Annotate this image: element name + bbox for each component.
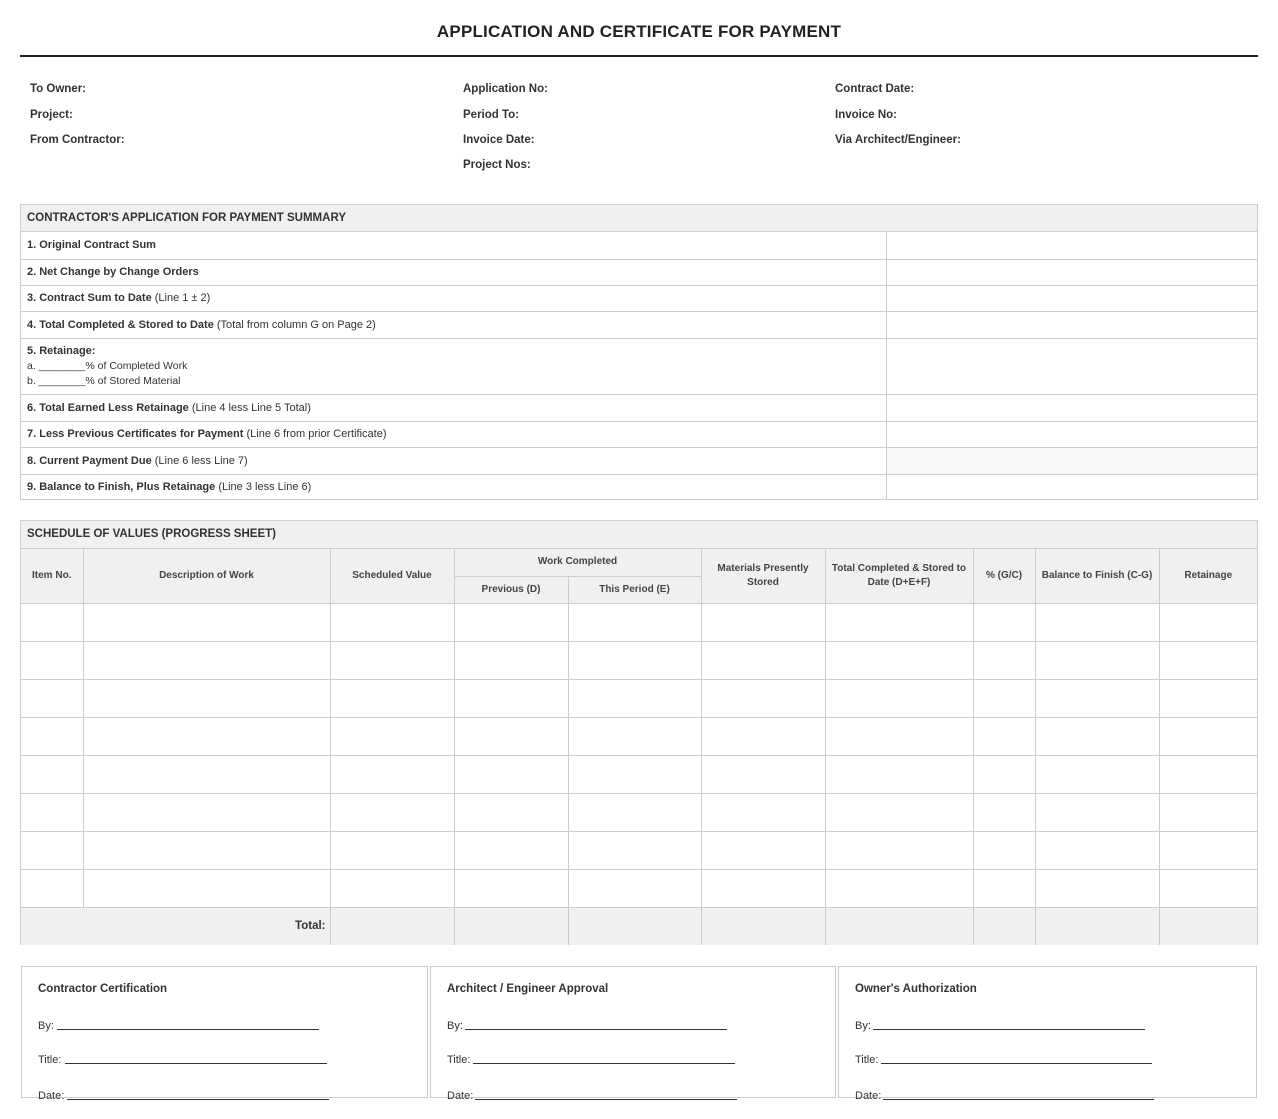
signature-box-title: Architect / Engineer Approval — [447, 983, 609, 995]
col-balance: Balance to Finish (C-G) — [1035, 549, 1159, 603]
signature-box-title: Contractor Certification — [38, 983, 168, 995]
by-label: By: — [38, 1020, 54, 1032]
summary-value-field[interactable] — [887, 474, 1258, 499]
title-signature-line[interactable] — [881, 1063, 1152, 1064]
owner-authorization-box — [838, 966, 1257, 1102]
summary-row — [21, 421, 1257, 447]
summary-line-label: 4. Total Completed & Stored to Date — [27, 318, 214, 331]
summary-line-label: 2. Net Change by Change Orders — [27, 266, 199, 278]
schedule-table — [21, 549, 1257, 945]
invoice-no-label: Invoice No: — [835, 109, 897, 121]
table-row — [21, 755, 1257, 793]
col-total-completed: Total Completed & Stored to Date (D+E+F) — [825, 549, 973, 603]
table-row — [21, 793, 1257, 831]
summary-line-label: 9. Balance to Finish, Plus Retainage — [27, 480, 216, 493]
summary-heading: CONTRACTOR'S APPLICATION FOR PAYMENT SUMMARY — [21, 205, 1257, 232]
summary-row — [21, 259, 1257, 285]
summary-line-note: (Line 1 ± 2) — [151, 292, 211, 304]
by-signature-line[interactable] — [465, 1029, 727, 1030]
summary-value-field[interactable] — [887, 311, 1258, 338]
architect-approval-box — [430, 966, 836, 1102]
table-row — [21, 641, 1257, 679]
title-signature-line[interactable] — [65, 1063, 327, 1064]
date-signature-line[interactable] — [883, 1099, 1154, 1100]
project-nos-label: Project Nos: — [463, 159, 531, 171]
page-title: APPLICATION AND CERTIFICATE FOR PAYMENT — [436, 22, 842, 41]
date-label: Date: — [38, 1090, 65, 1102]
signature-box-title: Owner's Authorization — [855, 983, 977, 995]
col-item-no: Item No. — [21, 549, 83, 603]
summary-value-field[interactable] — [887, 421, 1258, 447]
summary-line-label: 1. Original Contract Sum — [27, 239, 156, 252]
to-owner-label: To Owner: — [30, 83, 87, 95]
title-label: Title: — [38, 1054, 62, 1066]
col-retainage: Retainage — [1159, 549, 1257, 603]
title-divider — [20, 55, 1258, 57]
application-no-label: Application No: — [463, 83, 548, 95]
summary-line-label: 6. Total Earned Less Retainage — [27, 401, 189, 414]
summary-value-field[interactable] — [887, 285, 1258, 311]
by-label: By: — [447, 1020, 463, 1032]
summary-row — [21, 447, 1257, 474]
summary-line-note: (Line 3 less Line 6) — [215, 480, 312, 493]
summary-line-label: 7. Less Previous Certificates for Payment — [27, 428, 244, 440]
schedule-of-values-section — [20, 520, 1258, 945]
summary-value-field[interactable] — [887, 394, 1258, 421]
total-label: Total: — [21, 907, 330, 945]
from-contractor-label: From Contractor: — [30, 134, 125, 146]
summary-value-field[interactable] — [887, 259, 1258, 285]
contract-date-label: Contract Date: — [835, 83, 915, 95]
col-description: Description of Work — [83, 549, 330, 603]
project-label: Project: — [30, 109, 73, 121]
col-percent: % (G/C) — [973, 549, 1035, 603]
schedule-heading: SCHEDULE OF VALUES (PROGRESS SHEET) — [21, 521, 1257, 549]
contractor-certification-box — [21, 966, 428, 1102]
table-row — [21, 869, 1257, 907]
date-signature-line[interactable] — [67, 1099, 329, 1100]
table-row — [21, 831, 1257, 869]
col-work-completed: Work Completed — [454, 549, 701, 576]
summary-value-field[interactable] — [887, 447, 1258, 474]
period-to-label: Period To: — [463, 109, 520, 121]
date-signature-line[interactable] — [475, 1099, 737, 1100]
summary-line-label: 5. Retainage: — [27, 344, 96, 357]
date-label: Date: — [855, 1090, 882, 1102]
summary-row — [21, 285, 1257, 311]
summary-line-label: 3. Contract Sum to Date — [27, 292, 152, 304]
table-row — [21, 603, 1257, 641]
payment-summary-section — [20, 204, 1258, 500]
by-signature-line[interactable] — [57, 1029, 319, 1030]
total-row — [21, 907, 1257, 945]
summary-line-note: (Total from column G on Page 2) — [213, 318, 376, 331]
summary-row — [21, 232, 1257, 259]
table-row — [21, 679, 1257, 717]
summary-row — [21, 474, 1257, 499]
summary-row — [21, 394, 1257, 421]
retainage-stored-material: b. ________% of Stored Material — [27, 374, 181, 387]
summary-row-retainage — [21, 338, 1257, 394]
by-label: By: — [855, 1020, 871, 1032]
summary-value-field[interactable] — [887, 338, 1258, 394]
summary-line-note: (Line 6 less Line 7) — [151, 454, 248, 467]
col-scheduled-value: Scheduled Value — [330, 549, 454, 603]
summary-line-note: (Line 4 less Line 5 Total) — [188, 401, 311, 414]
table-row — [21, 717, 1257, 755]
col-previous: Previous (D) — [454, 576, 568, 603]
title-label: Title: — [447, 1054, 471, 1066]
summary-table — [21, 232, 1257, 499]
summary-row — [21, 311, 1257, 338]
title-label: Title: — [855, 1054, 879, 1066]
title-signature-line[interactable] — [473, 1063, 735, 1064]
summary-value-field[interactable] — [887, 232, 1258, 259]
invoice-date-label: Invoice Date: — [463, 134, 535, 146]
date-label: Date: — [447, 1090, 474, 1102]
via-architect-label: Via Architect/Engineer: — [835, 134, 961, 146]
retainage-completed-work: a. ________% of Completed Work — [27, 359, 188, 372]
by-signature-line[interactable] — [873, 1029, 1145, 1030]
summary-line-note: (Line 6 from prior Certificate) — [243, 428, 387, 440]
col-materials-stored: Materials Presently Stored — [701, 549, 825, 603]
summary-line-label: 8. Current Payment Due — [27, 454, 152, 467]
col-this-period: This Period (E) — [568, 576, 701, 603]
